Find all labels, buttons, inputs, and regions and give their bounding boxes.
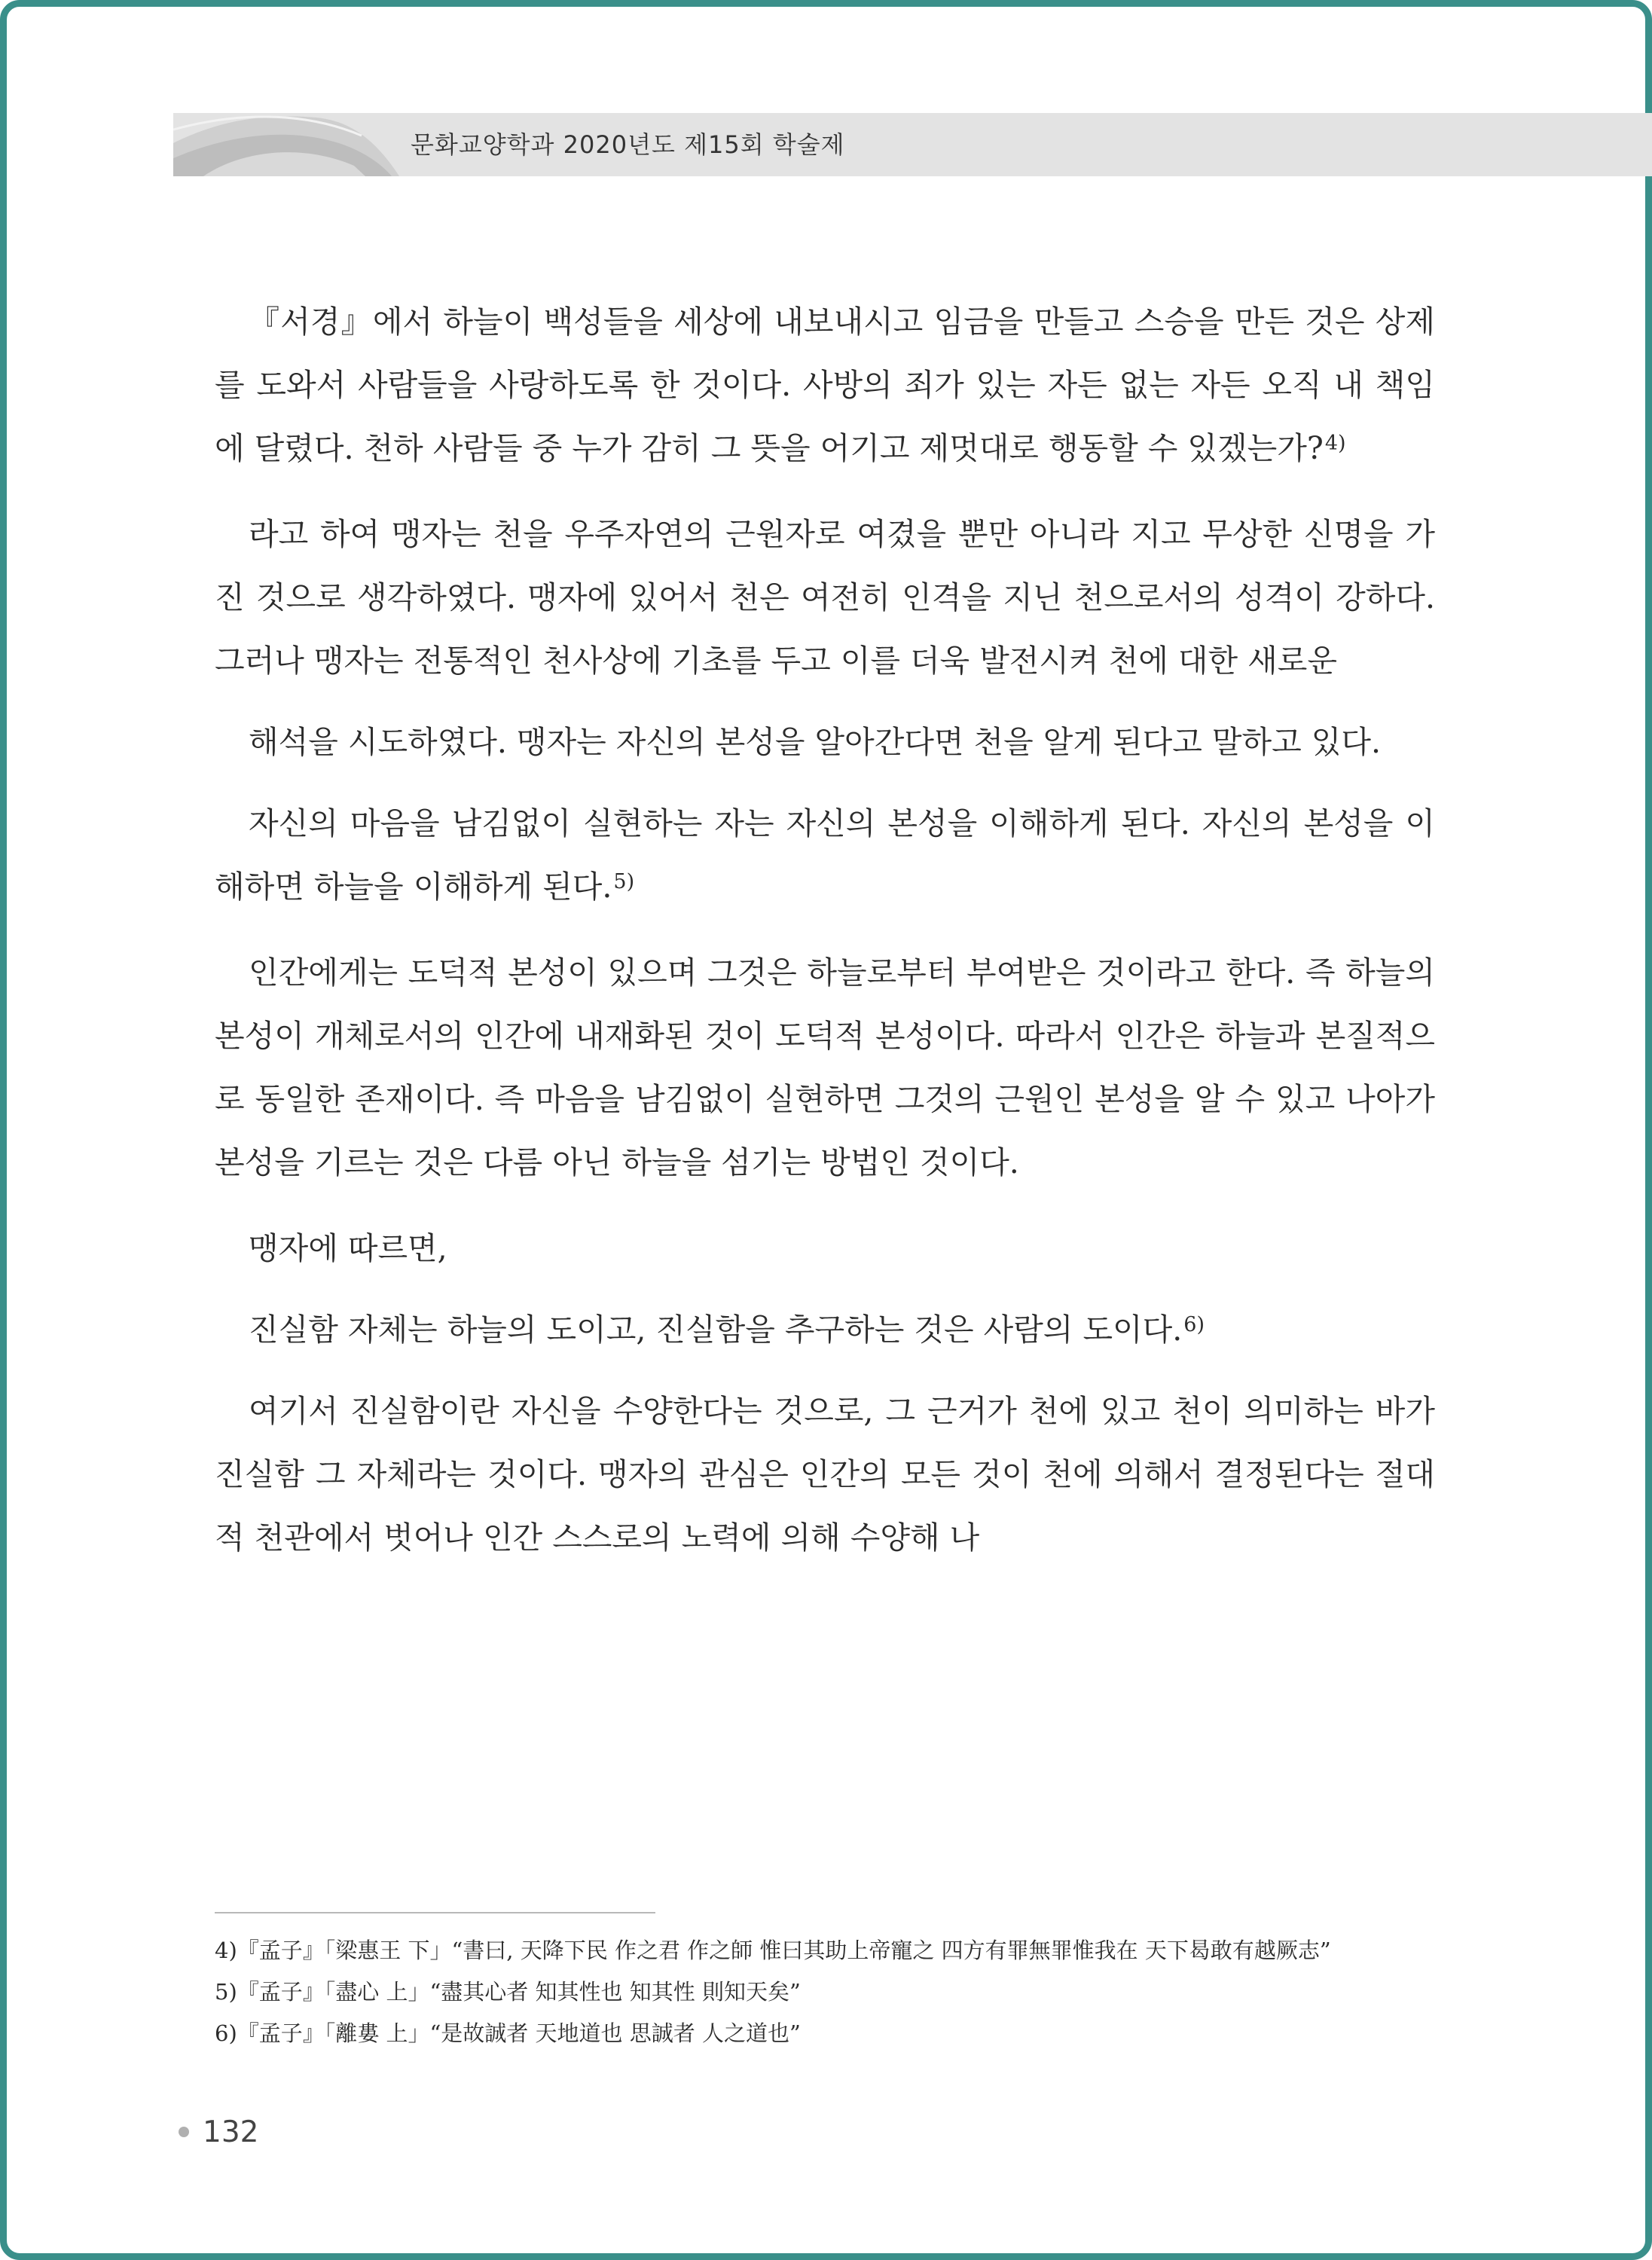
paragraph-text: 해석을 시도하였다. 맹자는 자신의 본성을 알아간다면 천을 알게 된다고 말하고 있다.	[249, 724, 1381, 760]
paragraph-8	[215, 1379, 1435, 1569]
paragraph-text: 인간에게는 도덕적 본성이 있으며 그것은 하늘로부터 부여받은 것이라고 한다. 즉 하늘의 본성이 개체로서의 인간에 내재화된 것이 도덕적 본성이다. 따라서 인간은 하늘과 본질적으로 동일한 존재이다. 즉 마음을 남김없이 실현하면 그것의 근원인 본성을 알 수 있고 나아가 본성을 기르는 것은 다름 아닌 하늘을 섬기는 방법인 것이다.	[215, 954, 1435, 1180]
footnote-5: 5)『孟子』「盡心 上」“盡其心者 知其性也 知其性 則知天矣”	[215, 1979, 801, 2005]
running-header	[173, 113, 1652, 176]
page-number: 132	[203, 2115, 259, 2149]
body-text	[215, 290, 1435, 1592]
paragraph-text: 라고 하여 맹자는 천을 우주자연의 근원자로 여겼을 뿐만 아니라 지고 무상한 신명을 가진 것으로 생각하였다. 맹자에 있어서 천은 여전히 인격을 지닌 천으로서의 성격이 강하다. 그러나 맹자는 전통적인 천사상에 기초를 두고 이를 더욱 발전시켜 천에 대한 새로운	[215, 516, 1435, 679]
paragraph-1	[215, 290, 1435, 480]
paragraph-text: 『서경』에서 하늘이 백성들을 세상에 내보내시고 임금을 만들고 스승을 만든 것은 상제를 도와서 사람들을 사랑하도록 한 것이다. 사방의 죄가 있는 자든 없는 자든 오직 내 책임에 달렸다. 천하 사람들 중 누가 감히 그 뜻을 어기고 제멋대로 행동할 수 있겠는가?	[215, 304, 1435, 466]
footnote-ref-4[interactable]: 4)	[1324, 432, 1346, 455]
page-number-area	[179, 2113, 258, 2151]
header-wave-decoration	[173, 113, 399, 176]
paragraph-text: 자신의 마음을 남김없이 실현하는 자는 자신의 본성을 이해하게 된다. 자신의 본성을 이해하면 하늘을 이해하게 된다.	[215, 805, 1435, 905]
paragraph-7	[215, 1298, 1435, 1361]
header-title: 문화교양학과 2020년도 제15회 학술제	[411, 130, 845, 159]
paragraph-6	[215, 1217, 1435, 1280]
paragraph-5	[215, 941, 1435, 1194]
paragraph-3	[215, 710, 1435, 774]
footnote-ref-6[interactable]: 6)	[1183, 1313, 1205, 1336]
bullet-dot-icon	[179, 2127, 189, 2137]
paragraph-text: 진실함 자체는 하늘의 도이고, 진실함을 추구하는 것은 사람의 도이다.	[249, 1312, 1183, 1348]
footnote-6: 6)『孟子』「離婁 上」“是故誠者 天地道也 思誠者 人之道也”	[215, 2020, 801, 2046]
paragraph-text: 맹자에 따르면,	[249, 1230, 447, 1266]
footnote-ref-5[interactable]: 5)	[613, 870, 635, 893]
footnotes	[215, 1930, 1465, 2054]
footnote-4: 4)『孟子』「梁惠王 下」“書曰, 天降下民 作之君 作之師 惟曰其助上帝寵之 四方有罪無罪惟我在 天下曷敢有越厥志”	[215, 1938, 1331, 1963]
paragraph-text: 여기서 진실함이란 자신을 수양한다는 것으로, 그 근거가 천에 있고 천이 의미하는 바가 진실함 그 자체라는 것이다. 맹자의 관심은 인간의 모든 것이 천에 의해서 결정된다는 절대적 천관에서 벗어나 인간 스스로의 노력에 의해 수양해 나	[215, 1393, 1435, 1556]
footnote-divider	[215, 1912, 655, 1913]
paragraph-4	[215, 792, 1435, 918]
paragraph-2	[215, 502, 1435, 692]
